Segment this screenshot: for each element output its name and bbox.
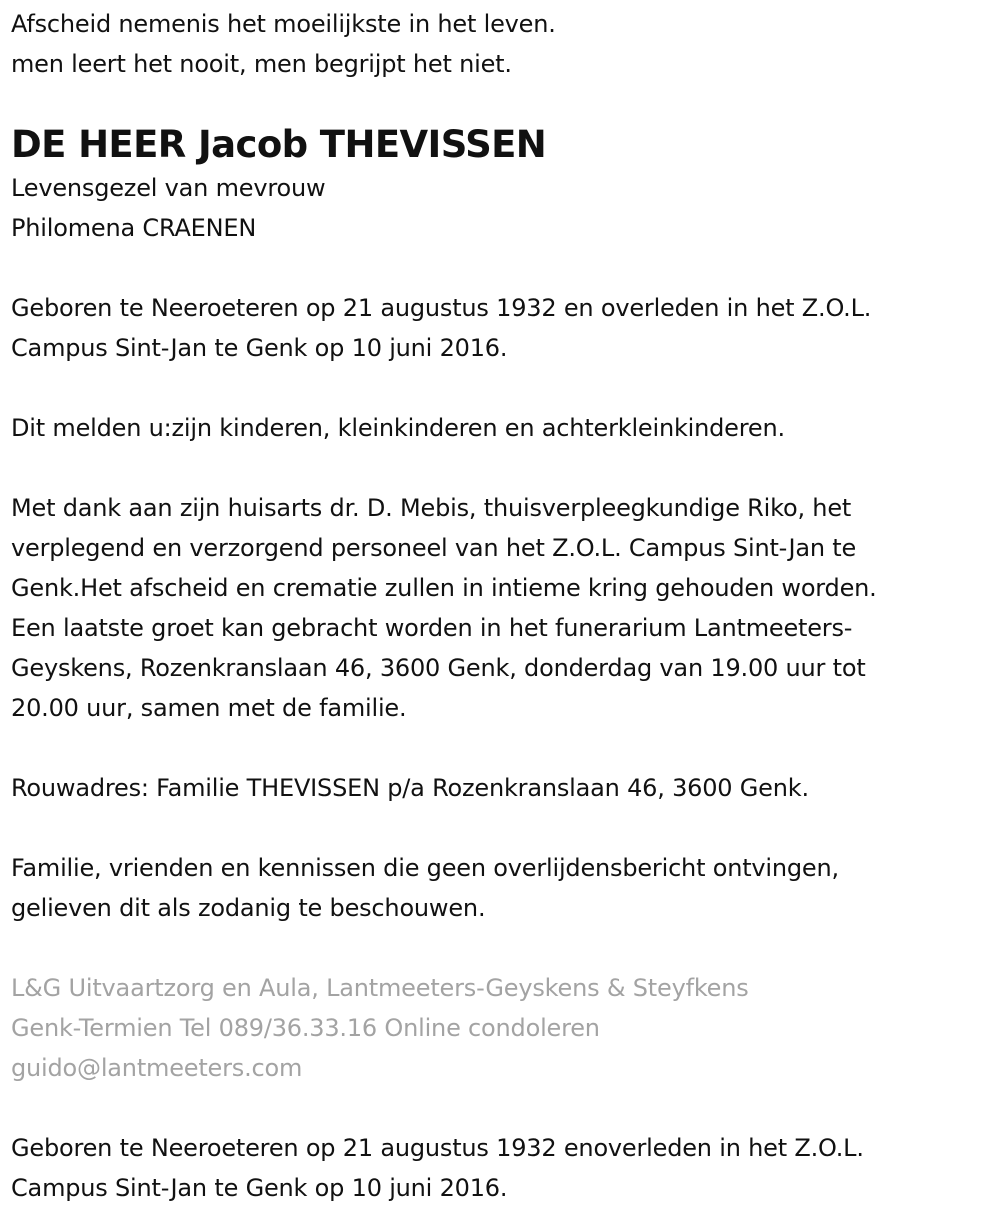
thanks-line: Genk.Het afscheid en crematie zullen in intieme kring gehouden worden. bbox=[11, 574, 877, 602]
spacer bbox=[11, 928, 1000, 968]
spacer bbox=[11, 248, 1000, 288]
funeral-home-section bbox=[11, 968, 1000, 1088]
poem-line: Afscheid nemenis het moeilijkste in het leven. bbox=[11, 10, 556, 38]
mourning-address-section bbox=[11, 768, 1000, 808]
notice-section bbox=[11, 848, 1000, 928]
birth-death-line: Geboren te Neeroeteren op 21 augustus 1932 enoverleden in het Z.O.L. bbox=[11, 1134, 864, 1162]
notice-line: gelieven dit als zodanig te beschouwen. bbox=[11, 894, 486, 922]
deceased-section bbox=[11, 122, 1000, 248]
spacer bbox=[11, 84, 1000, 118]
funeral-home-line: Genk-Termien Tel 089/36.33.16 Online condoleren bbox=[11, 1014, 600, 1042]
birth-death-line: Campus Sint-Jan te Genk op 10 juni 2016. bbox=[11, 334, 508, 362]
spacer bbox=[11, 1088, 1000, 1128]
birth-death-repeat-section bbox=[11, 1128, 1000, 1208]
announced-by-section bbox=[11, 408, 1000, 448]
spacer bbox=[11, 448, 1000, 488]
thanks-section bbox=[11, 488, 1000, 728]
birth-death-line: Geboren te Neeroeteren op 21 augustus 1932 en overleden in het Z.O.L. bbox=[11, 294, 872, 322]
poem-section bbox=[11, 4, 1000, 84]
birth-death-line: Campus Sint-Jan te Genk op 10 juni 2016. bbox=[11, 1174, 508, 1202]
poem-line: men leert het nooit, men begrijpt het niet. bbox=[11, 50, 512, 78]
announced-by-line: Dit melden u:zijn kinderen, kleinkinderen en achterkleinkinderen. bbox=[11, 414, 785, 442]
thanks-line: Geyskens, Rozenkranslaan 46, 3600 Genk, donderdag van 19.00 uur tot bbox=[11, 654, 866, 682]
thanks-line: verplegend en verzorgend personeel van het Z.O.L. Campus Sint-Jan te bbox=[11, 534, 857, 562]
funeral-home-email: guido@lantmeeters.com bbox=[11, 1054, 303, 1082]
mourning-address-line: Rouwadres: Familie THEVISSEN p/a Rozenkranslaan 46, 3600 Genk. bbox=[11, 774, 809, 802]
birth-death-section bbox=[11, 288, 1000, 368]
partner-line: Philomena CRAENEN bbox=[11, 214, 257, 242]
thanks-line: Een laatste groet kan gebracht worden in het funerarium Lantmeeters- bbox=[11, 614, 853, 642]
notice-line: Familie, vrienden en kennissen die geen overlijdensbericht ontvingen, bbox=[11, 854, 839, 882]
thanks-line: Met dank aan zijn huisarts dr. D. Mebis, thuisverpleegkundige Riko, het bbox=[11, 494, 852, 522]
partner-line: Levensgezel van mevrouw bbox=[11, 174, 326, 202]
spacer bbox=[11, 808, 1000, 848]
deceased-name-heading: DE HEER Jacob THEVISSEN bbox=[11, 123, 547, 166]
spacer bbox=[11, 728, 1000, 768]
spacer bbox=[11, 368, 1000, 408]
thanks-line: 20.00 uur, samen met de familie. bbox=[11, 694, 407, 722]
funeral-home-line: L&G Uitvaartzorg en Aula, Lantmeeters-Geyskens & Steyfkens bbox=[11, 974, 749, 1002]
